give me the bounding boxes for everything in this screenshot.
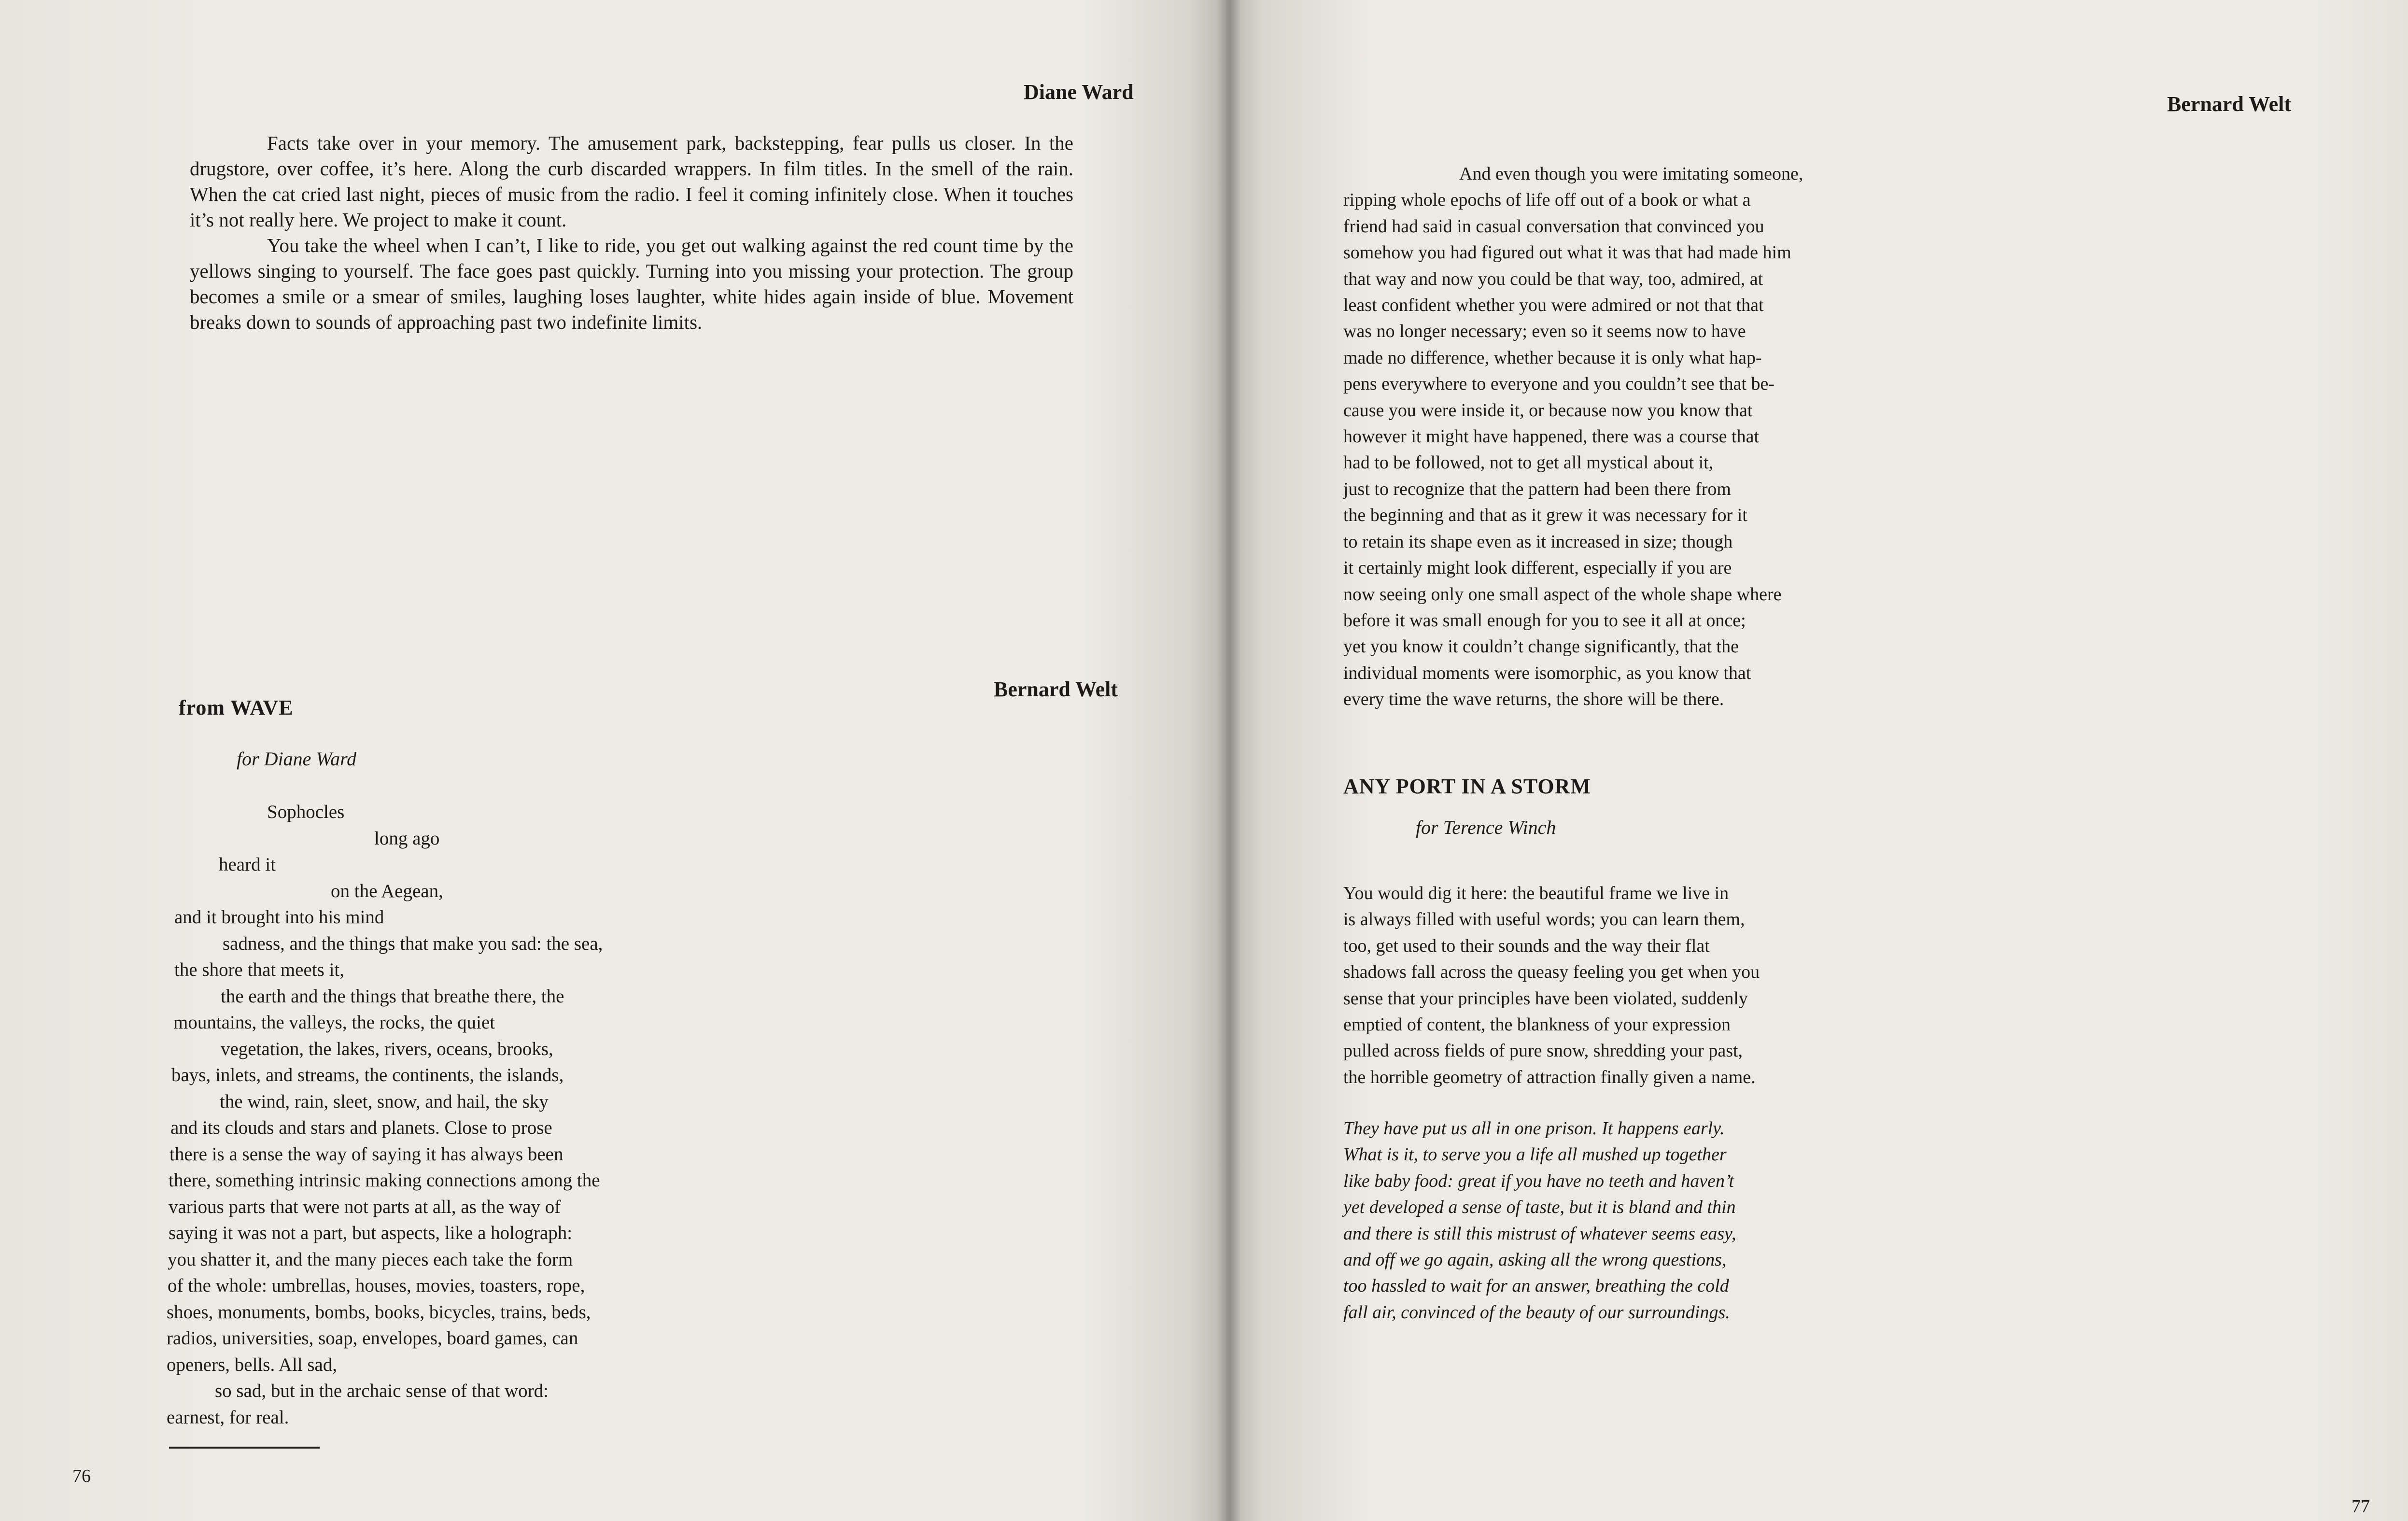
prose-excerpt: [190, 130, 1073, 335]
poem-line: bays, inlets, and streams, the continents, the islands,: [171, 1065, 564, 1085]
poem-line: mountains, the valleys, the rocks, the quiet: [173, 1012, 495, 1033]
poem-line: shoes, monuments, bombs, books, bicycles, trains, beds,: [167, 1301, 591, 1323]
poem-line: And even though you were imitating someone,: [1459, 164, 1803, 184]
poem-line: individual moments were isomorphic, as you know that: [1343, 662, 1751, 683]
poem-line: and it brought into his mind: [174, 907, 384, 928]
poem-line: and there is still this mistrust of whatever seems easy,: [1343, 1223, 1736, 1244]
poem-line: cause you were inside it, or because now you know that: [1343, 400, 1753, 421]
poem-line: yet developed a sense of taste, but it is bland and thin: [1343, 1197, 1736, 1218]
poem-line: somehow you had figured out what it was that had made him: [1343, 242, 1791, 263]
poem-line: made no difference, whether because it is only what hap-: [1343, 347, 1762, 368]
author-heading-top: Diane Ward: [1024, 80, 1134, 104]
poem-line: so sad, but in the archaic sense of that word:: [215, 1380, 549, 1401]
poem-line: heard it: [219, 854, 276, 875]
poem-line: there, something intrinsic making connections among the: [169, 1170, 600, 1191]
poem-line: to retain its shape even as it increased in size; though: [1343, 531, 1733, 552]
storm-stanza-2: [1343, 1115, 1736, 1325]
page-number-right: 77: [2352, 1496, 2370, 1517]
right-page: [1226, 0, 2408, 1521]
author-heading-bottom: Bernard Welt: [994, 677, 1118, 701]
poem-line: the horrible geometry of attraction finally given a name.: [1343, 1067, 1756, 1087]
poem-line: vegetation, the lakes, rivers, oceans, brooks,: [221, 1038, 553, 1059]
poem-line: was no longer necessary; even so it seems now to have: [1343, 321, 1746, 342]
poem-line: there is a sense the way of saying it has always been: [169, 1143, 563, 1165]
poem-title: from WAVE: [179, 696, 294, 719]
poem-line: the shore that meets it,: [174, 959, 344, 980]
poem-body: [167, 799, 603, 1431]
wave-continuation: [1343, 161, 1803, 713]
poem-line: before it was small enough for you to see it all at once;: [1343, 610, 1746, 631]
poem-line: shadows fall across the queasy feeling you get when you: [1343, 962, 1760, 983]
poem-line: the wind, rain, sleet, snow, and hail, the sky: [220, 1091, 549, 1112]
prose-paragraph: Facts take over in your memory. The amusement park, backstepping, fear pulls us closer. In the drugstore, over coffee, it’s here. Along the curb discarded wrappers. In film titles. In the smell of the rain. When the cat cried last night, pieces of music from the radio. I feel it coming infinitely close. When it touches it’s not really here. We project to make it count.: [190, 132, 1073, 231]
poem-line: You would dig it here: the beautiful frame we live in: [1343, 883, 1729, 903]
poem-line: of the whole: umbrellas, houses, movies, toasters, rope,: [168, 1275, 585, 1296]
poem-line: sense that your principles have been violated, suddenly: [1343, 988, 1748, 1009]
poem-line: the beginning and that as it grew it was necessary for it: [1343, 505, 1747, 526]
poem-line: however it might have happened, there was a course that: [1343, 426, 1760, 447]
page-number-left: 76: [72, 1466, 91, 1486]
poem-line: every time the wave returns, the shore will be there.: [1343, 689, 1724, 710]
poem-line: and its clouds and stars and planets. Close to prose: [170, 1117, 552, 1138]
poem-line: pens everywhere to everyone and you couldn’t see that be-: [1343, 374, 1775, 394]
prose-paragraph: You take the wheel when I can’t, I like to ride, you get out walking against the red count time by the yellows singing to yourself. The face goes past quickly. Turning into you missing your protection. The group becomes a smile or a smear of smiles, laughing loses laughter, white hides again inside of blue. Movement breaks down to sounds of approaching past two indefinite limits.: [190, 234, 1073, 333]
poem-line: now seeing only one small aspect of the whole shape where: [1343, 584, 1782, 605]
dedication: for Diane Ward: [237, 748, 357, 770]
poem-line: pulled across fields of pure snow, shredding your past,: [1343, 1041, 1743, 1061]
poem-line: least confident whether you were admired or not that that: [1343, 295, 1764, 316]
poem-line: What is it, to serve you a life all mushed up together: [1343, 1144, 1727, 1165]
poem-line: that way and now you could be that way, too, admired, at: [1343, 268, 1763, 289]
poem-line: earnest, for real.: [167, 1407, 289, 1428]
poem-line: saying it was not a part, but aspects, like a holograph:: [169, 1223, 573, 1243]
dedication: for Terence Winch: [1416, 817, 1556, 838]
poem-line: sadness, and the things that make you sad: the sea,: [223, 933, 603, 954]
poem-line: you shatter it, and the many pieces each take the form: [168, 1249, 573, 1270]
end-rule: [169, 1447, 320, 1449]
poem-line: Sophocles: [267, 802, 345, 822]
poem-line: just to recognize that the pattern had been there from: [1343, 479, 1731, 499]
poem-line: emptied of content, the blankness of your expression: [1343, 1014, 1731, 1035]
poem-line: too hassled to wait for an answer, breathing the cold: [1343, 1276, 1729, 1296]
poem-line: and off we go again, asking all the wrong questions,: [1343, 1250, 1727, 1270]
storm-stanza-1: [1343, 880, 1760, 1090]
poem-line: radios, universities, soap, envelopes, board games, can: [167, 1328, 578, 1349]
book-gutter: [1217, 0, 1241, 1521]
poem-line: friend had said in casual conversation that convinced you: [1343, 216, 1764, 237]
poem-line: is always filled with useful words; you can learn them,: [1343, 909, 1745, 930]
poem-line: ripping whole epochs of life off out of a book or what a: [1343, 190, 1751, 211]
poem-line: They have put us all in one prison. It happens early.: [1343, 1118, 1725, 1139]
poem-line: various parts that were not parts at all, as the way of: [169, 1196, 561, 1217]
poem-line: openers, bells. All sad,: [167, 1354, 338, 1375]
poem-line: on the Aegean,: [331, 880, 443, 901]
poem-line: fall air, convinced of the beauty of our surroundings.: [1343, 1302, 1730, 1323]
poem-line: had to be followed, not to get all mystical about it,: [1343, 452, 1714, 473]
poem-line: the earth and the things that breathe there, the: [221, 986, 564, 1007]
poem-line: yet you know it couldn’t change significantly, that the: [1343, 636, 1739, 657]
author-heading: Bernard Welt: [2167, 92, 2292, 116]
poem-line: too, get used to their sounds and the way their flat: [1343, 935, 1710, 956]
poem-line: long ago: [374, 828, 440, 849]
poem-line: it certainly might look different, especially if you are: [1343, 558, 1732, 578]
poem-title: ANY PORT IN A STORM: [1343, 775, 1591, 798]
poem-line: like baby food: great if you have no teeth and haven’t: [1343, 1170, 1734, 1191]
